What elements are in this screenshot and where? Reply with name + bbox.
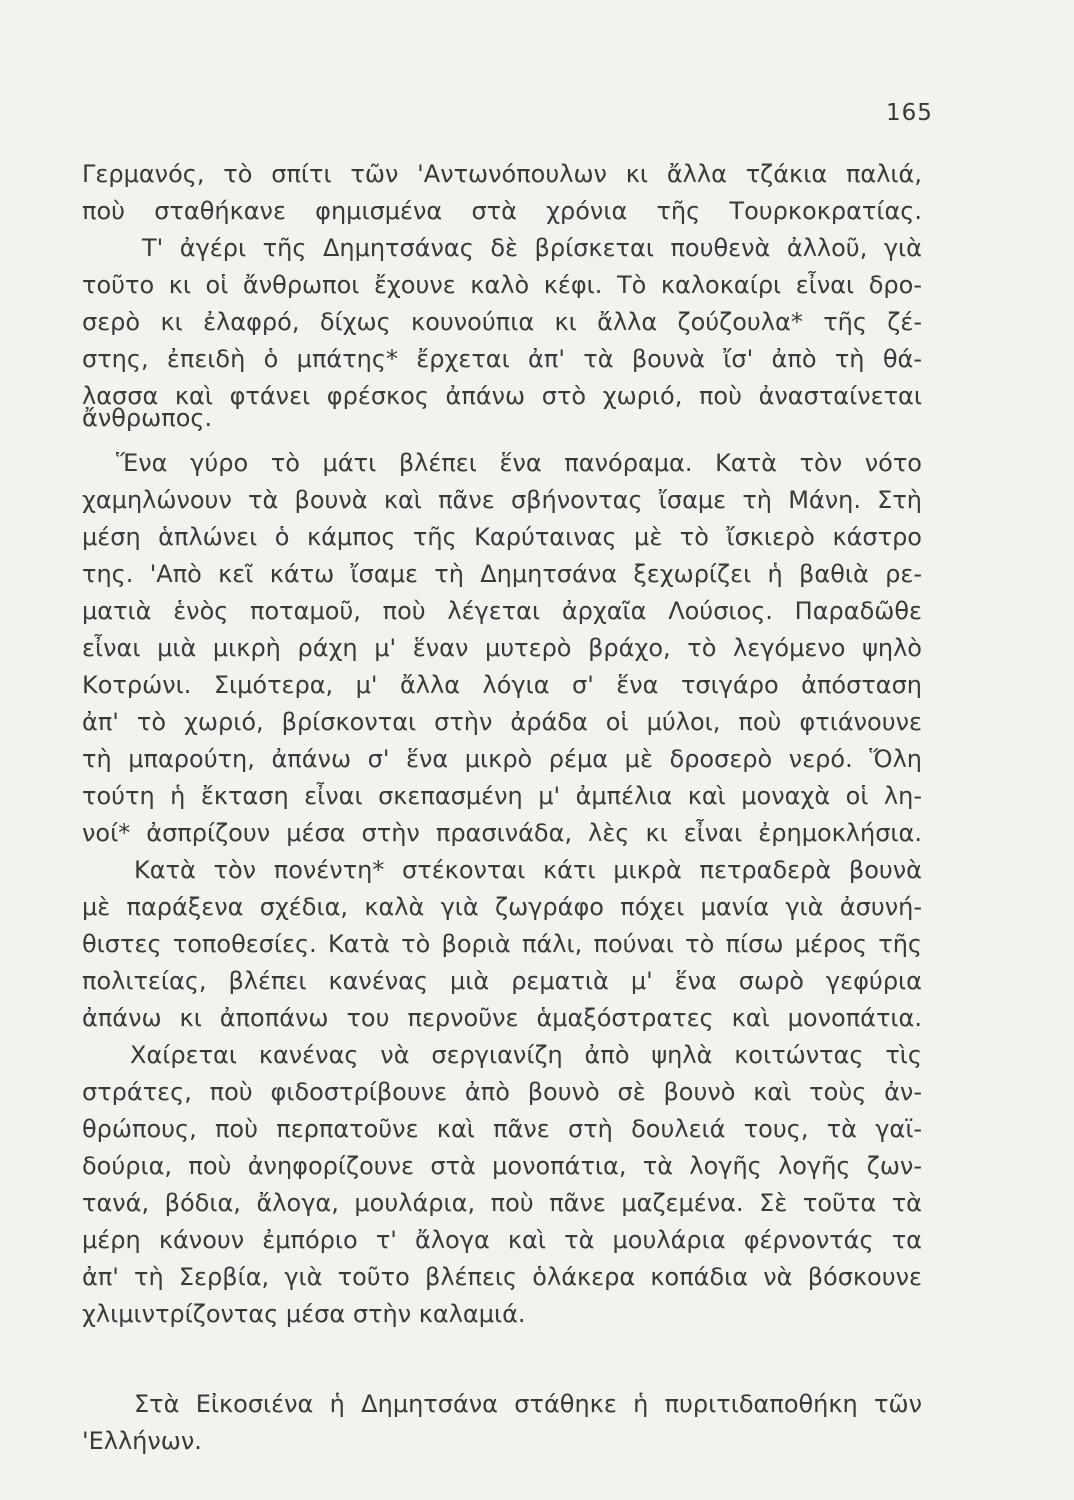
text-line: ἀπ' τὸ χωριό, βρίσκονται στὴν ἀράδα οἱ μύλοι, ποὺ φτιάνουνε	[82, 708, 922, 736]
text-line: τὴ μπαρούτη, ἀπάνω σ' ἕνα μικρὸ ρέμα μὲ δροσερὸ νερό. Ὅλη	[82, 745, 922, 773]
text-line: ματιὰ ἑνὸς ποταμοῦ, ποὺ λέγεται ἀρχαῖα Λούσιος. Παραδῶθε	[82, 597, 922, 625]
text-line: μέση ἁπλώνει ὁ κάμπος τῆς Καρύταινας μὲ τὸ ἴσκιερὸ κάστρο	[82, 523, 922, 551]
text-line: τανά, βόδια, ἄλογα, μουλάρια, ποὺ πᾶνε μαζεμένα. Σὲ τοῦτα τὰ	[82, 1189, 922, 1217]
text-line: Γερμανός, τὸ σπίτι τῶν 'Αντωνόπουλων κι ἄλλα τζάκια παλιά,	[82, 160, 922, 188]
text-line: στης, ἐπειδὴ ὁ μπάτης* ἔρχεται ἀπ' τὰ βουνὰ ἴσ' ἀπὸ τὴ θά-	[82, 345, 922, 373]
text-line: Ἕνα γύρο τὸ μάτι βλέπει ἕνα πανόραμα. Κατὰ τὸν νότο	[116, 449, 922, 477]
text-line: Κοτρώνι. Σιμότερα, μ' ἄλλα λόγια σ' ἕνα τσιγάρο ἀπόσταση	[82, 671, 922, 699]
text-line: 'Ελλήνων.	[82, 1427, 202, 1455]
text-line: σερὸ κι ἐλαφρό, δίχως κουνούπια κι ἄλλα ζούζουλα* τῆς ζέ-	[82, 308, 922, 336]
text-line: νοί* ἀσπρίζουν μέσα στὴν πρασινάδα, λὲς κι εἶναι ἐρημοκλήσια.	[82, 819, 922, 847]
page-number: 165	[886, 100, 933, 126]
text-line: ποὺ σταθήκανε φημισμένα στὰ χρόνια τῆς Τουρκοκρατίας.	[82, 197, 922, 225]
text-line: θιστες τοποθεσίες. Κατὰ τὸ βοριὰ πάλι, πούναι τὸ πίσω μέρος τῆς	[82, 930, 922, 958]
text-line: ἀπ' τὴ Σερβία, γιὰ τοῦτο βλέπεις ὁλάκερα κοπάδια νὰ βόσκουνε	[82, 1263, 922, 1291]
text-line: Τ' ἀγέρι τῆς Δημητσάνας δὲ βρίσκεται πουθενὰ ἀλλοῦ, γιὰ	[142, 234, 922, 262]
text-line: τούτη ἡ ἔκταση εἶναι σκεπασμένη μ' ἀμπέλια καὶ μοναχὰ οἱ λη-	[82, 782, 922, 810]
text-line: θρώπους, ποὺ περπατοῦνε καὶ πᾶνε στὴ δουλειά τους, τὰ γαϊ-	[82, 1115, 922, 1143]
text-line: δούρια, ποὺ ἀνηφορίζουνε στὰ μονοπάτια, τὰ λογῆς λογῆς ζων-	[82, 1152, 922, 1180]
text-line: Χαίρεται κανένας νὰ σεργιανίζη ἀπὸ ψηλὰ κοιτώντας τὶς	[130, 1041, 922, 1069]
text-line: Στὰ Εἰκοσιένα ἡ Δημητσάνα στάθηκε ἡ πυριτιδαποθήκη τῶν	[134, 1390, 922, 1418]
text-line: ἄνθρωπος.	[82, 404, 213, 432]
text-line: μέρη κάνουν ἐμπόριο τ' ἄλογα καὶ τὰ μουλάρια φέρνοντάς τα	[82, 1226, 922, 1254]
text-line: της. 'Απὸ κεῖ κάτω ἴσαμε τὴ Δημητσάνα ξεχωρίζει ἡ βαθιὰ ρε-	[82, 560, 922, 588]
text-line: τοῦτο κι οἱ ἄνθρωποι ἔχουνε καλὸ κέφι. Τὸ καλοκαίρι εἶναι δρο-	[82, 271, 922, 299]
text-line: ἀπάνω κι ἀποπάνω του περνοῦνε ἁμαξόστρατες καὶ μονοπάτια.	[82, 1004, 922, 1032]
text-line: στράτες, ποὺ φιδοστρίβουνε ἀπὸ βουνὸ σὲ βουνὸ καὶ τοὺς ἀν-	[82, 1078, 922, 1106]
text-line: Κατὰ τὸν πονέντη* στέκονται κάτι μικρὰ πετραδερὰ βουνὰ	[134, 856, 922, 884]
text-line: χαμηλώνουν τὰ βουνὰ καὶ πᾶνε σβήνοντας ἴσαμε τὴ Μάνη. Στὴ	[82, 486, 922, 514]
text-line: εἶναι μιὰ μικρὴ ράχη μ' ἕναν μυτερὸ βράχο, τὸ λεγόμενο ψηλὸ	[82, 634, 922, 662]
text-line: πολιτείας, βλέπει κανένας μιὰ ρεματιὰ μ' ἕνα σωρὸ γεφύρια	[82, 967, 922, 995]
text-line: μὲ παράξενα σχέδια, καλὰ γιὰ ζωγράφο πόχει μανία γιὰ ἀσυνή-	[82, 893, 922, 921]
text-line: χλιμιντρίζοντας μέσα στὴν καλαμιά.	[82, 1300, 526, 1328]
text-line: λασσα καὶ φτάνει φρέσκος ἀπάνω στὸ χωριό, ποὺ ἀνασταίνεται	[82, 382, 922, 410]
